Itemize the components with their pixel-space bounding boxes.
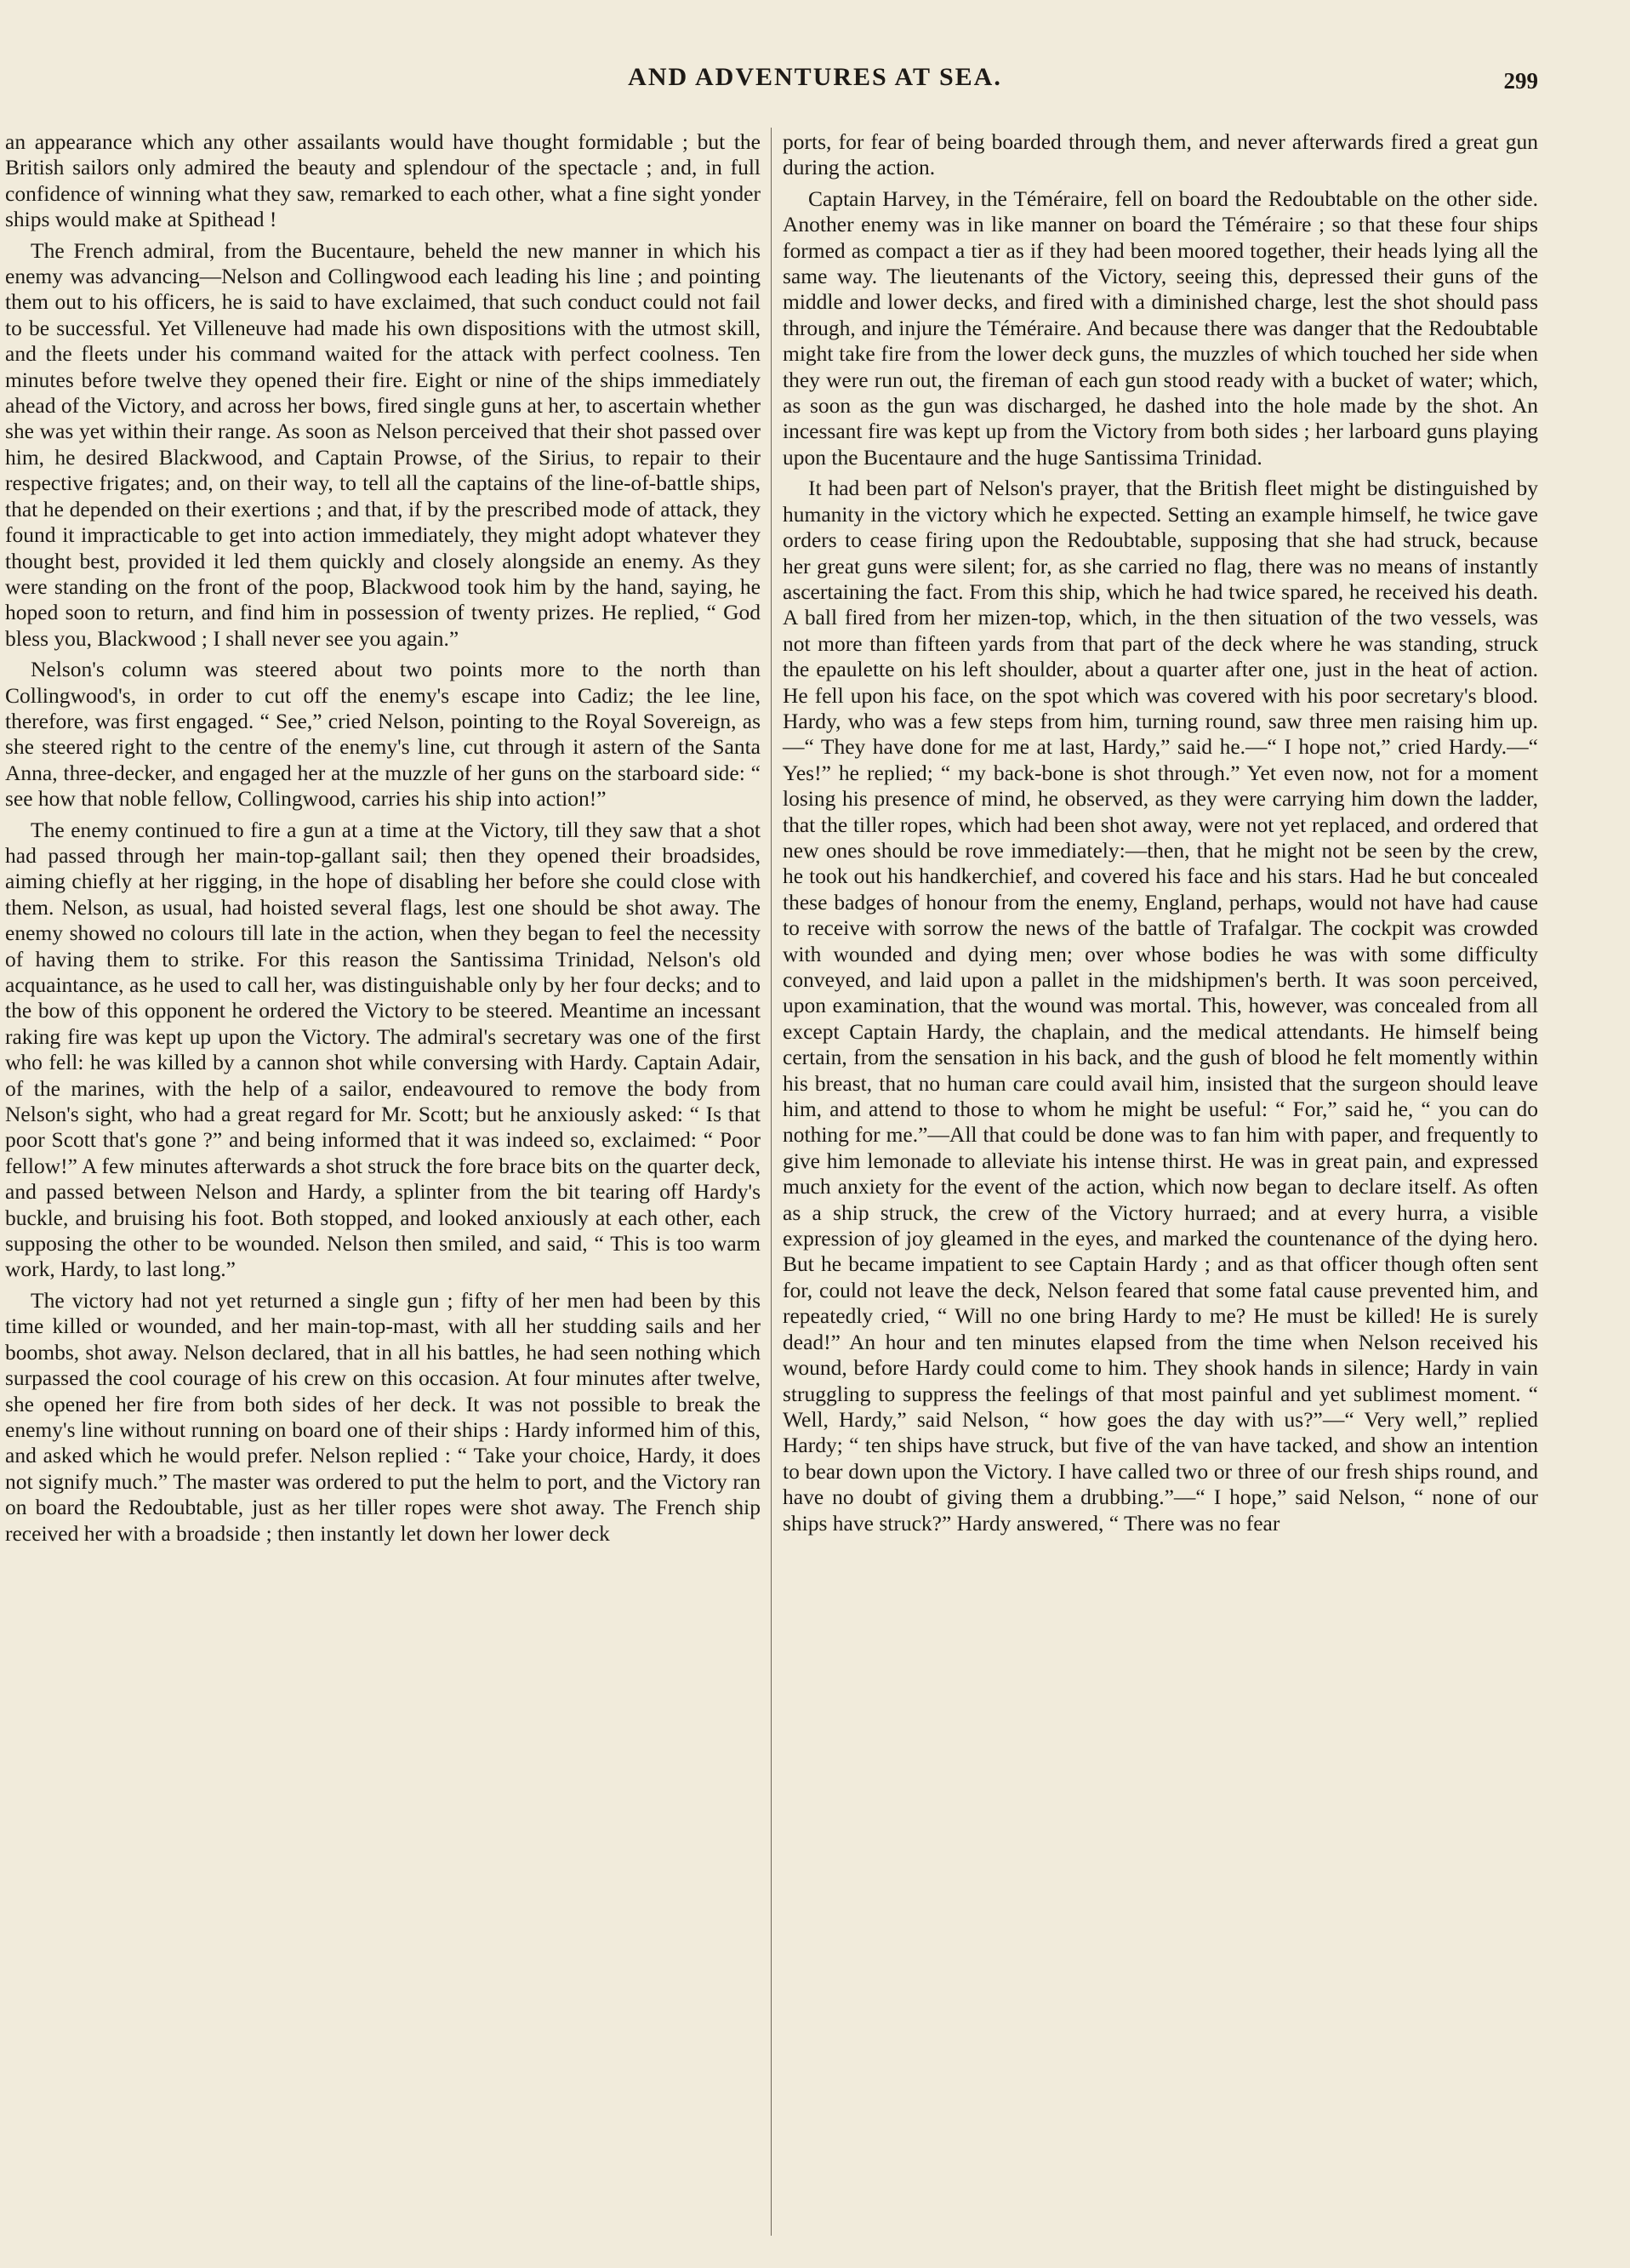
column-divider: [771, 128, 772, 2236]
paragraph: The enemy continued to fire a gun at a time at the Victory, till they saw that a shot had passed through her main-top-gallant sail; then they opened their broadsides, aiming chiefly at her rigging, in the hope of disabling her before she could close with them. Nelson, as usual, had hoisted several flags, lest one should be shot away. The enemy showed no colours till late in the action, when they began to feel the necessity of having them to strike. For this reason the Santissima Trinidad, Nelson's old acquaintance, as he used to call her, was distinguishable only by her four decks; and to the bow of this opponent he ordered the Victory to be steered. Meantime an incessant raking fire was kept up upon the Victory. The admiral's secretary was one of the first who fell: he was killed by a cannon shot while conversing with Hardy. Captain Adair, of the marines, with the help of a sailor, endeavoured to remove the body from Nelson's sight, who had a great regard for Mr. Scott; but he anxiously asked: “ Is that poor Scott that's gone ?” and being informed that it was indeed so, exclaimed: “ Poor fellow!” A few minutes afterwards a shot struck the fore brace bits on the quarter deck, and passed between Nelson and Hardy, a splinter from the bit tearing off Hardy's buckle, and bruising his foot. Both stopped, and looked anxiously at each other, each supposing the other to be wounded. Nelson then smiled, and said, “ This is too warm work, Hardy, to last long.”: [5, 817, 761, 1282]
left-column: [5, 129, 761, 1552]
paragraph: The victory had not yet returned a single gun ; fifty of her men had been by this time killed or wounded, and her main-top-mast, with all her studding sails and her boombs, shot away. Nelson declared, that in all his battles, he had seen nothing which surpassed the cool courage of his crew on this occasion. At four minutes after twelve, she opened her fire from both sides of her deck. It was not possible to break the enemy's line without running on board one of their ships : Hardy informed him of this, and asked which he would prefer. Nelson replied : “ Take your choice, Hardy, it does not signify much.” The master was ordered to put the helm to port, and the Victory ran on board the Redoubtable, just as her tiller ropes were shot away. The French ship received her with a broadside ; then instantly let down her lower deck: [5, 1287, 761, 1546]
paragraph: ports, for fear of being boarded through them, and never afterwards fired a great gun during the action.: [783, 129, 1538, 180]
paragraph: an appearance which any other assailants would have thought formidable ; but the British sailors only admired the beauty and splendour of the spectacle ; and, in full confidence of winning what they saw, remarked to each other, what a fine sight yonder ships would make at Spithead !: [5, 129, 761, 232]
paragraph: Captain Harvey, in the Téméraire, fell on board the Redoubtable on the other side. Another enemy was in like manner on board the Téméraire ; so that these four ships formed as compact a tier as if they had been moored together, their heads lying all the same way. The lieutenants of the Victory, seeing this, depressed their guns of the middle and lower decks, and fired with a diminished charge, lest the shot should pass through, and injure the Téméraire. And because there was danger that the Redoubtable might take fire from the lower deck guns, the muzzles of which touched her side when they were run out, the fireman of each gun stood ready with a bucket of water; which, as soon as the gun was discharged, he dashed into the hole made by the shot. An incessant fire was kept up from the Victory from both sides ; her larboard guns playing upon the Bucentaure and the huge Santissima Trinidad.: [783, 185, 1538, 470]
running-head: AND ADVENTURES AT SEA.: [628, 63, 1002, 91]
right-column: [783, 129, 1538, 1541]
paragraph: It had been part of Nelson's prayer, that the British fleet might be distinguished by humanity in the victory which he expected. Setting an example himself, he twice gave orders to cease firing upon the Redoubtable, supposing that she had struck, because her great guns were silent; for, as she carried no flag, there was no means of instantly ascertaining the fact. From this ship, which he had twice spared, he received his death. A ball fired from her mizen-top, which, in the then situation of the two vessels, was not more than fifteen yards from that part of the deck where he was standing, struck the epaulette on his left shoulder, about a quarter after one, just in the heat of action. He fell upon his face, on the spot which was covered with his poor secretary's blood. Hardy, who was a few steps from him, turning round, saw three men raising him up.—“ They have done for me at last, Hardy,” said he.—“ I hope not,” cried Hardy.—“ Yes!” he replied; “ my back-bone is shot through.” Yet even now, not for a moment losing his presence of mind, he observed, as they were carrying him down the ladder, that the tiller ropes, which had been shot away, were not yet replaced, and ordered that new ones should be rove immediately:—then, that he might not be seen by the crew, he took out his handkerchief, and covered his face and his stars. Had he but concealed these badges of honour from the enemy, England, perhaps, would not have had cause to receive with sorrow the news of the battle of Trafalgar. The cockpit was crowded with wounded and dying men; over whose bodies he was with some difficulty conveyed, and laid upon a pallet in the midshipmen's berth. It was soon perceived, upon examination, that the wound was mortal. This, however, was concealed from all except Captain Hardy, the chaplain, and the medical attendants. He himself being certain, from the sensation in his back, and the gush of blood he felt momently within his breast, that no human care could avail him, insisted that the surgeon should leave him, and attend to those to whom he might be useful: “ For,” said he, “ you can do nothing for me.”—All that could be done was to fan him with paper, and frequently to give him lemonade to alleviate his intense thirst. He was in great pain, and expressed much anxiety for the event of the action, which now began to declare itself. As often as a ship struck, the crew of the Victory hurraed; and at every hurra, a visible expression of joy gleamed in the eyes, and marked the countenance of the dying hero. But he became impatient to see Captain Hardy ; and as that officer though often sent for, could not leave the deck, Nelson feared that some fatal cause prevented him, and repeatedly cried, “ Will no one bring Hardy to me? He must be killed! He is surely dead!” An hour and ten minutes elapsed from the time when Nelson received his wound, before Hardy could come to him. They shook hands in silence; Hardy in vain struggling to suppress the feelings of that most painful and yet sublimest moment. “ Well, Hardy,” said Nelson, “ how goes the day with us?”—“ Very well,” replied Hardy; “ ten ships have struck, but five of the van have tacked, and show an intention to bear down upon the Victory. I have called two or three of our fresh ships round, and have no doubt of giving them a drubbing.”—“ I hope,” said Nelson, “ none of our ships have struck?” Hardy answered, “ There was no fear: [783, 476, 1538, 1536]
page-header: [0, 63, 1630, 105]
paragraph: Nelson's column was steered about two points more to the north than Collingwood's, in order to cut off the enemy's escape into Cadiz; the lee line, therefore, was first engaged. “ See,” cried Nelson, pointing to the Royal Sovereign, as she steered right to the centre of the enemy's line, cut through it astern of the Santa Anna, three-decker, and engaged her at the muzzle of her guns on the starboard side: “ see how that noble fellow, Collingwood, carries his ship into action!”: [5, 657, 761, 812]
page-number: 299: [1503, 68, 1538, 94]
paragraph: The French admiral, from the Bucentaure, beheld the new manner in which his enemy was advancing—Nelson and Collingwood each leading his line ; and pointing them out to his officers, he is said to have exclaimed, that such conduct could not fail to be successful. Yet Villeneuve had made his own dispositions with the utmost skill, and the fleets under his command waited for the attack with perfect coolness. Ten minutes before twelve they opened their fire. Eight or nine of the ships immediately ahead of the Victory, and across her bows, fired single guns at her, to ascertain whether she was yet within their range. As soon as Nelson perceived that their shot passed over him, he desired Blackwood, and Captain Prowse, of the Sirius, to repair to their respective frigates; and, on their way, to tell all the captains of the line-of-battle ships, that he depended on their exertions ; and that, if by the prescribed mode of attack, they found it impracticable to get into action immediately, they might adopt whatever they thought best, provided it led them quickly and closely alongside an enemy. As they were standing on the front of the poop, Blackwood took him by the hand, saying, he hoped soon to return, and find him in possession of twenty prizes. He replied, “ God bless you, Blackwood ; I shall never see you again.”: [5, 237, 761, 651]
